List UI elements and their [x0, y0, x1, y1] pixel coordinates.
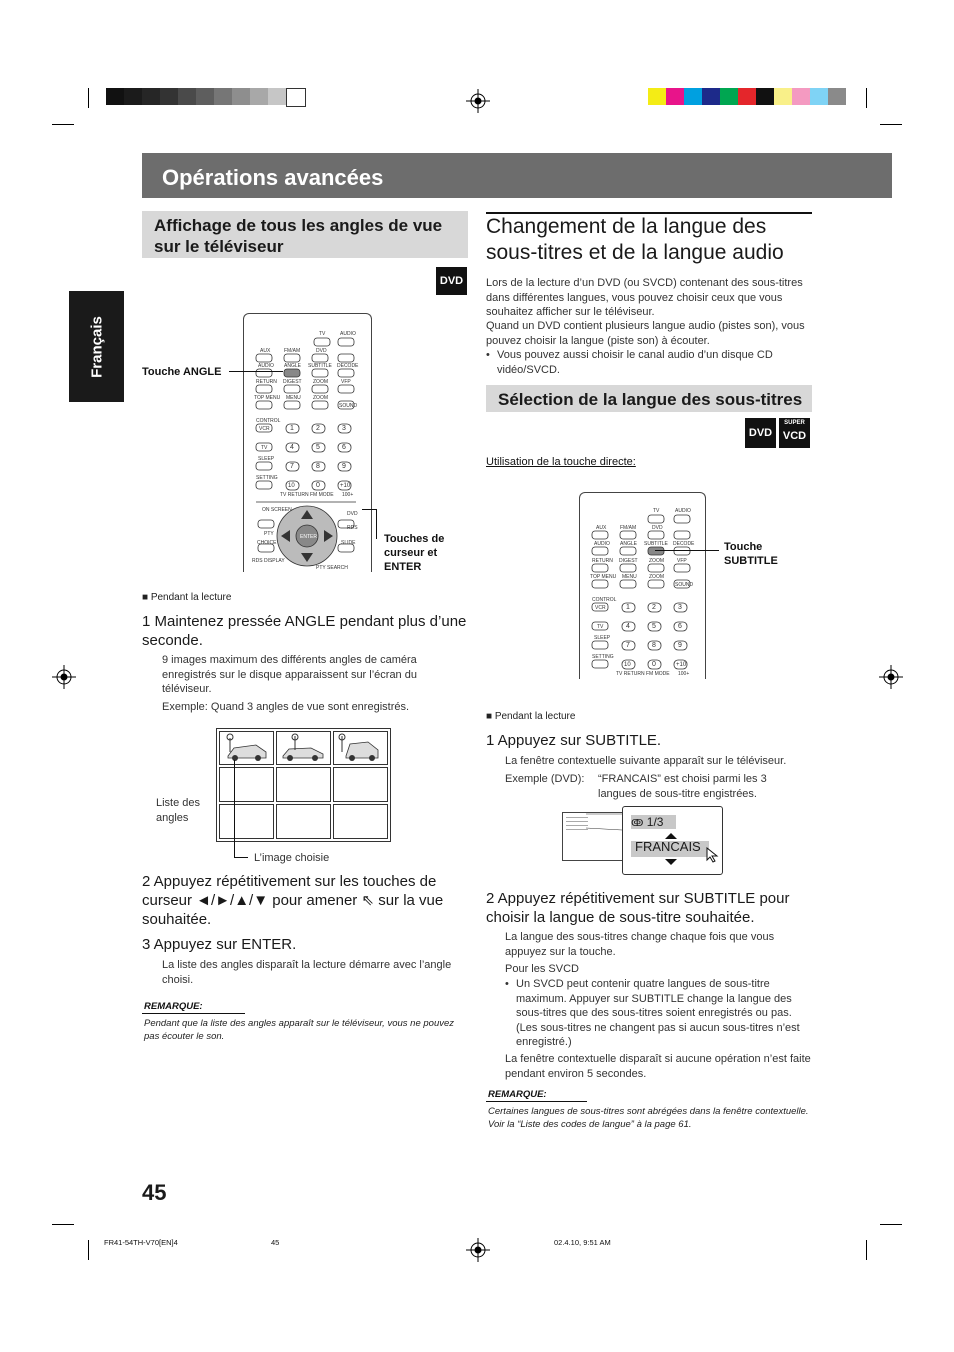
color-swatch	[250, 88, 268, 105]
remote-label-zoom2: ZOOM	[313, 395, 328, 401]
remote-label-top-menu: TOP MENU	[590, 574, 617, 580]
registration-mark-icon	[466, 1238, 490, 1262]
remote-key-6: 6	[342, 444, 346, 451]
remote-label-sound: SOUND	[339, 403, 358, 409]
svcd-bullet: Un SVCD peut contenir quatre langues de sous-titre maximum. Appuyer sur SUBTITLE change la langue des sous-titres que des sous-titres soient enregistrés ou pas. (Les sous-titres ne changent pas si aucun sous-titres n’est enregistré.)	[516, 978, 800, 1048]
remote-label-tv-return: TV RETURN	[616, 671, 645, 677]
remote-key-1: 1	[626, 604, 630, 611]
remote-key-9: 9	[342, 463, 346, 470]
remote-label-menu: MENU	[286, 395, 301, 401]
remote-label-subtitle: SUBTITLE	[308, 363, 332, 369]
crop-mark	[880, 1224, 902, 1225]
color-swatch	[214, 88, 232, 105]
step-1-heading: 1 Appuyez sur SUBTITLE.	[486, 732, 662, 749]
disappear-note: La fenêtre contextuelle disparaît si aucune opération n’est faite pendant environ 5 secondes.	[505, 1053, 811, 1080]
step-2-heading: 2 Appuyez répétitivement sur les touches de curseur ◄/►/▲/▼ pour amener ⇖ sur la vue souhaitée.	[142, 873, 444, 928]
remote-control-illustration	[243, 313, 372, 572]
remote-label-decode: DECODE	[673, 541, 695, 547]
remote-label-zoom: ZOOM	[649, 558, 664, 564]
step-2-description: La langue des sous-titres change chaque fois que vous appuyez sur la touche.	[505, 931, 775, 958]
remote-label-control: CONTROL	[256, 418, 281, 424]
callout-touche-subtitle: Touche SUBTITLE	[724, 541, 778, 567]
color-swatch	[232, 88, 250, 105]
language-tab	[69, 291, 124, 402]
remarque-text: Pendant que la liste des angles apparaît sur le téléviseur, vous ne pouvez pas écouter le son.	[144, 1018, 455, 1042]
remote-label-sound: SOUND	[675, 582, 694, 588]
crop-mark	[866, 88, 867, 108]
color-swatch	[178, 88, 196, 105]
remote-label-dvd: DVD	[316, 348, 327, 354]
callout-line	[229, 371, 283, 372]
color-swatch	[828, 88, 846, 105]
remote-label-pty-search: PTY SEARCH	[316, 565, 348, 571]
zoom-connector	[584, 812, 624, 832]
remote-label-angle: ANGLE	[620, 541, 637, 547]
callout-line	[234, 760, 235, 857]
callout-line	[655, 550, 719, 551]
color-swatch	[684, 88, 702, 105]
remote-key-9: 9	[678, 642, 682, 649]
pendant-la-lecture: ■ Pendant la lecture	[142, 592, 232, 603]
remote-label-zoom: ZOOM	[313, 379, 328, 385]
remarque-label: REMARQUE:	[144, 1001, 203, 1012]
callout-line	[362, 509, 376, 510]
color-swatch	[196, 88, 214, 105]
angle-cell-4	[219, 767, 274, 802]
remote-label-subtitle: SUBTITLE	[644, 541, 668, 547]
example-label: Exemple (DVD):	[505, 773, 585, 785]
color-swatch	[666, 88, 684, 105]
remote-key-3: 3	[342, 425, 346, 432]
remote-label-100plus: 100+	[342, 492, 354, 498]
remote-label-menu: MENU	[622, 574, 637, 580]
remote-label-tv-key: TV	[597, 624, 604, 630]
remote-label-return: RETURN	[592, 558, 613, 564]
remote-label-aux: AUX	[596, 525, 607, 531]
remote-label-fmam: FM/AM	[620, 525, 637, 531]
vcd-label: VCD	[782, 430, 807, 442]
car-icon	[334, 732, 387, 764]
pendant-la-lecture: ■ Pendant la lecture	[486, 711, 576, 722]
remote-label-vfp: VFP	[341, 379, 351, 385]
example-text: “FRANCAIS” est choisi parmi les 3 langues de sous-titre engistrées.	[598, 773, 767, 800]
remote-key-1: 1	[290, 425, 294, 432]
main-section-title: Changement de la langue des sous-titres et de la langue audio	[486, 215, 784, 264]
intro-bullet: Vous pouvez aussi choisir le canal audio d’un disque CD vidéo/SVCD.	[497, 349, 773, 376]
color-swatch	[720, 88, 738, 105]
page-number: 45	[142, 1180, 167, 1205]
color-swatch	[286, 88, 306, 107]
remote-label-tv: TV	[319, 331, 326, 337]
angle-cell-1	[219, 731, 274, 765]
remote-key-6: 6	[678, 623, 682, 630]
language-tab-label: Français	[88, 315, 105, 378]
remote-key-4: 4	[290, 444, 294, 451]
subtitle-popup	[622, 806, 723, 875]
remote-key-3: 3	[678, 604, 682, 611]
remote-key-0: 0	[652, 661, 656, 668]
remote-label-digest: DIGEST	[283, 379, 302, 385]
remote-key-10: 10	[624, 662, 631, 668]
remote-label-on-screen: ON SCREEN	[262, 507, 292, 513]
remote-label-enter: ENTER	[300, 534, 317, 540]
step-1-heading: 1 Maintenez pressée ANGLE pendant plus d’une seconde.	[142, 613, 467, 649]
step-1-description: 9 images maximum des différents angles de caméra enregistrés sur le disque apparaissent sur l’écran du téléviseur.	[162, 654, 417, 695]
remote-label-setting: SETTING	[256, 475, 278, 481]
color-swatch	[702, 88, 720, 105]
remote-label-angle: ANGLE	[284, 363, 301, 369]
liste-des-angles-label: Liste des angles	[156, 797, 201, 824]
page-title: Opérations avancées	[162, 165, 384, 190]
pendant-label: Pendant la lecture	[150, 592, 232, 603]
remote-key-plus10: +10	[340, 483, 351, 489]
remote-label-setting: SETTING	[592, 654, 614, 660]
angle-cell-3	[333, 731, 388, 765]
angle-cell-7	[219, 804, 274, 839]
remote-label-digest: DIGEST	[619, 558, 638, 564]
intro-paragraph-1: Lors de la lecture d’un DVD (ou SVCD) contenant des sous-titres dans différentes langues, vous pouvez choisir ceux que vous souhaitez afficher sur le téléviseur.	[486, 277, 803, 318]
remote-label-decode: DECODE	[337, 363, 359, 369]
color-swatch	[124, 88, 142, 105]
remote-label-dvd-side: DVD	[347, 511, 358, 517]
remote-label-fmam: FM/AM	[284, 348, 301, 354]
color-swatch	[810, 88, 828, 105]
step-2-heading: 2 Appuyez répétitivement sur SUBTITLE pour choisir la langue de sous-titre souhaitée.	[486, 890, 790, 926]
angle-cell-5	[276, 767, 331, 802]
remote-label-fm-mode: FM MODE	[310, 492, 334, 498]
car-icon	[277, 732, 330, 764]
dvd-badge: DVD	[745, 418, 776, 448]
remote-label-tv-return: TV RETURN	[280, 492, 309, 498]
remote-key-8: 8	[316, 463, 320, 470]
remarque-label: REMARQUE:	[488, 1089, 547, 1100]
remote-control-illustration	[579, 492, 706, 679]
color-swatch	[648, 88, 666, 105]
super-label: SUPER	[784, 420, 805, 426]
popup-count	[631, 815, 676, 829]
remote-label-vcr: VCR	[595, 605, 606, 611]
remote-key-5: 5	[652, 623, 656, 630]
bullet-icon: •	[486, 349, 490, 361]
remote-key-5: 5	[316, 444, 320, 451]
remote-label-fm-mode: FM MODE	[646, 671, 670, 677]
remote-label-sleep: SLEEP	[594, 635, 611, 641]
color-swatch	[756, 88, 774, 105]
footer-date: 02.4.10, 9:51 AM	[554, 1238, 611, 1247]
step-1-example: Exemple: Quand 3 angles de vue sont enregistrés.	[162, 701, 410, 713]
direct-key-usage: Utilisation de la touche directe:	[486, 456, 636, 468]
remote-key-7: 7	[290, 463, 294, 470]
dvd-badge: DVD	[436, 267, 467, 295]
remarque-underline	[142, 1013, 245, 1014]
remote-label-audio: AUDIO	[675, 508, 691, 514]
crop-mark	[52, 124, 74, 125]
callout-cursor-keys: Touches de curseur et ENTER	[384, 533, 445, 573]
step-1-description: La fenêtre contextuelle suivante apparaît sur le téléviseur.	[505, 755, 787, 767]
color-swatch	[738, 88, 756, 105]
crop-mark	[88, 1240, 89, 1260]
remote-label-top-menu: TOP MENU	[254, 395, 281, 401]
angle-cell-9	[333, 804, 388, 839]
section-title: Affichage de tous les angles de vue sur le téléviseur	[154, 216, 443, 256]
popup-count-value: 1/3	[646, 815, 664, 829]
remote-key-2: 2	[316, 425, 320, 432]
registration-mark-icon	[466, 89, 490, 113]
section-title-subtitles: Sélection de la langue des sous-titres	[498, 390, 803, 409]
color-swatch	[792, 88, 810, 105]
remote-label-tv: TV	[653, 508, 660, 514]
remote-label-audio: AUDIO	[340, 331, 356, 337]
remote-label-vfp: VFP	[677, 558, 687, 564]
registration-mark-icon	[879, 665, 903, 689]
car-icon	[220, 732, 273, 764]
color-swatch	[106, 88, 124, 105]
remote-label-vcr: VCR	[259, 426, 270, 432]
remote-label-dvd: DVD	[652, 525, 663, 531]
crop-mark	[52, 1224, 74, 1225]
remote-label-pty: PTY	[264, 531, 274, 537]
svcd-label: Pour les SVCD	[505, 963, 579, 975]
popup-language: FRANCAIS	[635, 839, 701, 854]
remote-label-100plus: 100+	[678, 671, 690, 677]
angle-cell-6	[333, 767, 388, 802]
remote-label-tv-key: TV	[261, 445, 268, 451]
bullet-icon: •	[505, 978, 509, 990]
crop-mark	[880, 124, 902, 125]
remote-key-0: 0	[316, 482, 320, 489]
color-swatch	[268, 88, 286, 105]
remote-label-slide: SLIDE	[341, 540, 356, 546]
remote-label-rds-display: RDS DISPLAY	[252, 558, 285, 564]
angle-cell-2	[276, 731, 331, 765]
color-swatch	[774, 88, 792, 105]
remote-label-choice: CHOICE	[257, 540, 277, 546]
remote-label-aux: AUX	[260, 348, 271, 354]
remote-label-return: RETURN	[256, 379, 277, 385]
pendant-label: Pendant la lecture	[494, 711, 576, 722]
remote-key-7: 7	[626, 642, 630, 649]
intro-paragraph-2: Quand un DVD contient plusieurs langue audio (pistes son), vous pouvez choisir la langue (piste son) à écouter.	[486, 320, 805, 347]
image-choisie-label: L’image choisie	[254, 852, 330, 864]
footer-page: 45	[271, 1238, 280, 1247]
remote-key-10: 10	[288, 483, 295, 489]
color-swatch	[160, 88, 178, 105]
remarque-underline	[486, 1101, 587, 1102]
remote-key-8: 8	[652, 642, 656, 649]
remote-label-audio-key: AUDIO	[258, 363, 274, 369]
remote-label-audio-key: AUDIO	[594, 541, 610, 547]
registration-mark-icon	[52, 665, 76, 689]
callout-line	[376, 509, 377, 539]
remote-label-control: CONTROL	[592, 597, 617, 603]
remote-label-sleep: SLEEP	[258, 456, 275, 462]
step-3-heading: 3 Appuyez sur ENTER.	[142, 936, 297, 953]
remote-key-plus10: +10	[676, 662, 687, 668]
step-3-description: La liste des angles disparaît la lecture démarre avec l’angle choisi.	[162, 959, 452, 986]
callout-line	[234, 857, 248, 858]
remote-label-rds: RDS	[347, 525, 358, 531]
color-swatch	[142, 88, 160, 105]
cursor-icon	[706, 847, 720, 863]
remote-label-zoom2: ZOOM	[649, 574, 664, 580]
remarque-text: Certaines langues de sous-titres sont abrégées dans la fenêtre contextuelle. Voir la “Liste des codes de langue” à la page 61.	[488, 1106, 809, 1130]
remote-key-2: 2	[652, 604, 656, 611]
angle-cell-8	[276, 804, 331, 839]
remote-key-4: 4	[626, 623, 630, 630]
footer-file: FR41-54TH-V70[EN]4	[104, 1238, 178, 1247]
svcd-badge	[779, 418, 810, 448]
callout-touche-angle: Touche ANGLE	[142, 366, 222, 378]
crop-mark	[88, 88, 89, 108]
subtitle-icon: ↂ	[631, 818, 644, 829]
crop-mark	[866, 1240, 867, 1260]
